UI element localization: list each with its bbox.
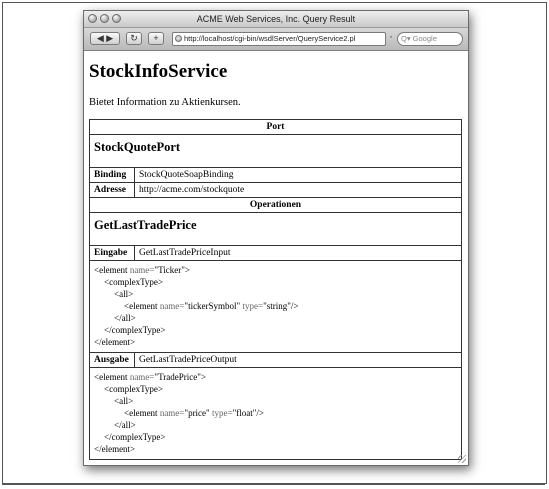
title-bar[interactable] bbox=[84, 11, 468, 28]
xml-line: </all> bbox=[114, 313, 136, 323]
snapback-icon[interactable]: ◦ bbox=[389, 34, 393, 41]
address-value: http://acme.com/stockquote bbox=[135, 183, 462, 198]
port-name: StockQuotePort bbox=[90, 135, 462, 168]
xml-line: <element name="Ticker"> bbox=[94, 265, 190, 275]
xml-line: </complexType> bbox=[104, 432, 166, 442]
xml-line: </all> bbox=[114, 420, 136, 430]
xml-line: <element name="price" type="float"/> bbox=[124, 408, 264, 418]
browser-window bbox=[83, 10, 469, 466]
xml-line: <complexType> bbox=[104, 277, 164, 287]
add-bookmark-button[interactable] bbox=[148, 32, 164, 45]
binding-label: Binding bbox=[90, 168, 135, 183]
window-title: ACME Web Services, Inc. Query Result bbox=[196, 14, 356, 24]
close-window-button[interactable] bbox=[88, 14, 97, 23]
plus-icon: + bbox=[153, 33, 159, 43]
globe-icon bbox=[175, 35, 182, 42]
back-forward-button[interactable] bbox=[90, 32, 120, 45]
xml-line: </element> bbox=[94, 337, 136, 347]
search-input[interactable] bbox=[397, 32, 463, 46]
service-description: Bietet Information zu Aktienkursen. bbox=[89, 97, 241, 108]
xml-line: </element> bbox=[94, 444, 136, 454]
address-url: http://localhost/cgi-bin/wsdlServer/QueryService2.pl bbox=[184, 34, 356, 43]
resize-grip-icon[interactable] bbox=[458, 455, 466, 463]
page-content bbox=[84, 51, 468, 460]
input-value: GetLastTradePriceInput bbox=[135, 246, 462, 261]
table-row bbox=[90, 183, 462, 198]
table-row bbox=[90, 168, 462, 183]
output-xml-block bbox=[90, 368, 462, 460]
xml-line: <element name="TradePrice"> bbox=[94, 372, 206, 382]
xml-line: </complexType> bbox=[104, 325, 166, 335]
address-bar[interactable] bbox=[172, 32, 386, 46]
xml-line: <all> bbox=[114, 289, 134, 299]
output-value: GetLastTradePriceOutput bbox=[135, 353, 462, 368]
window-controls bbox=[88, 14, 121, 23]
operation-name: GetLastTradePrice bbox=[90, 213, 462, 246]
bottom-rule bbox=[2, 484, 545, 485]
reload-icon: ↻ bbox=[130, 33, 138, 43]
xml-line: <all> bbox=[114, 396, 134, 406]
search-placeholder: Q▾ Google bbox=[401, 34, 437, 43]
service-table bbox=[89, 119, 462, 460]
xml-line: <complexType> bbox=[104, 384, 164, 394]
address-label: Adresse bbox=[90, 183, 135, 198]
binding-value: StockQuoteSoapBinding bbox=[135, 168, 462, 183]
input-label: Eingabe bbox=[90, 246, 135, 261]
operations-header: Operationen bbox=[90, 198, 462, 213]
reload-button[interactable] bbox=[126, 32, 142, 45]
input-xml-block bbox=[90, 261, 462, 353]
xml-line: <element name="tickerSymbol" type="string"/> bbox=[124, 301, 299, 311]
output-label: Ausgabe bbox=[90, 353, 135, 368]
browser-toolbar bbox=[84, 28, 468, 51]
back-forward-icon: ◀ ▶ bbox=[96, 33, 114, 43]
minimize-window-button[interactable] bbox=[100, 14, 109, 23]
table-row bbox=[90, 246, 462, 261]
zoom-window-button[interactable] bbox=[112, 14, 121, 23]
table-row bbox=[90, 353, 462, 368]
page-title: StockInfoService bbox=[89, 61, 228, 82]
port-header: Port bbox=[90, 120, 462, 135]
